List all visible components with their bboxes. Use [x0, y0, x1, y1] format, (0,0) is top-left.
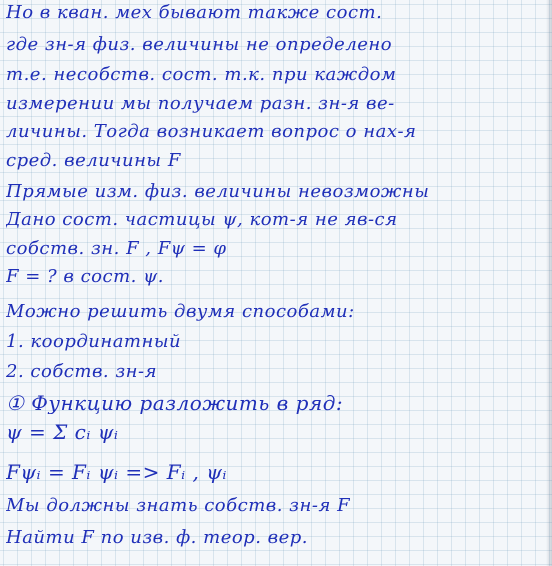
note-line: ① Функцию разложить в ряд:	[6, 392, 344, 414]
note-line: собств. зн. F , Fψ = φ	[6, 238, 227, 259]
page-edge-shadow	[546, 0, 552, 566]
note-line: сред. величины F	[6, 150, 181, 171]
note-line: 1. координатный	[6, 331, 182, 352]
note-line: Прямые изм. физ. величины невозможны	[6, 181, 430, 202]
note-line: F = ? в сост. ψ.	[6, 266, 164, 287]
note-line: Можно решить двумя способами:	[6, 301, 355, 322]
note-line: измерении мы получаем разн. зн-я ве-	[6, 93, 395, 114]
formula-line: ψ = Σ cᵢ ψᵢ	[6, 421, 119, 443]
note-line: 2. собств. зн-я	[6, 361, 158, 382]
note-line: Дано сост. частицы ψ, кот-я не яв-ся	[6, 209, 398, 230]
note-line: Мы должны знать собств. зн-я F	[6, 495, 351, 516]
formula-line: Fψᵢ = Fᵢ ψᵢ => Fᵢ , ψᵢ	[6, 461, 227, 483]
note-line: Найти F по изв. ф. теор. вер.	[6, 527, 309, 548]
note-line: где зн-я физ. величины не определено	[6, 34, 393, 55]
note-line: Но в кван. мех бывают также сост.	[6, 2, 383, 23]
note-line: т.е. несобств. сост. т.к. при каждом	[6, 64, 397, 85]
note-line: личины. Тогда возникает вопрос о нах-я	[6, 121, 417, 142]
